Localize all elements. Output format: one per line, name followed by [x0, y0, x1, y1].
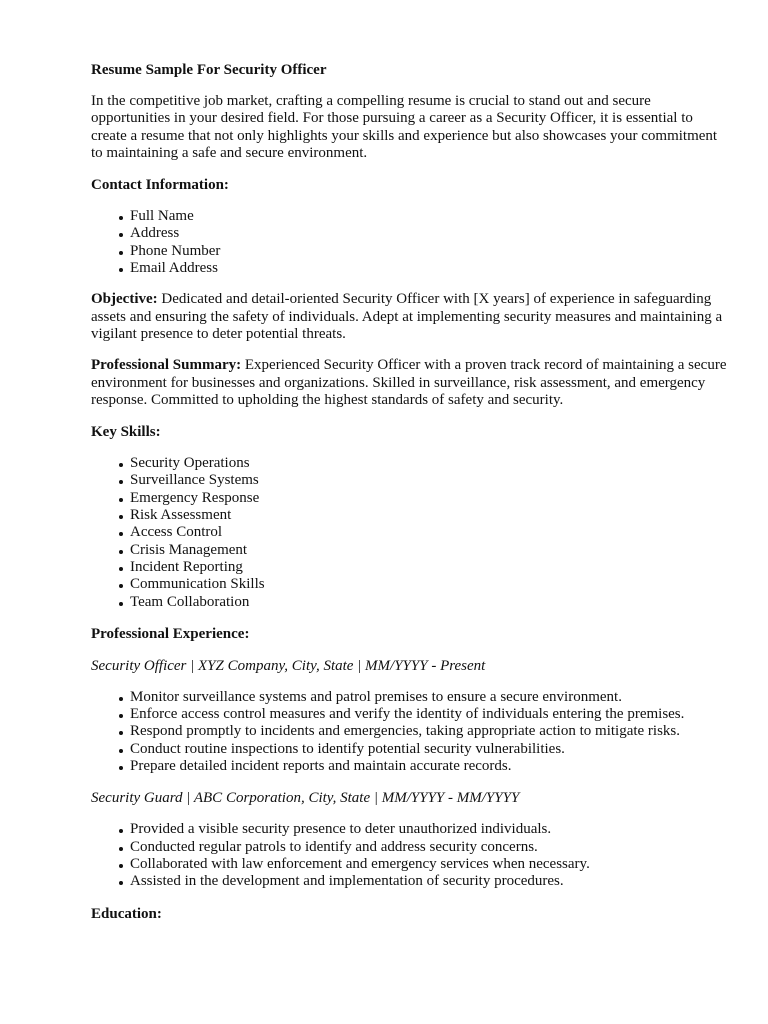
list-item-text: Email Address: [130, 260, 218, 277]
list-item-text: Address: [130, 225, 180, 242]
job-duties-list: [91, 821, 731, 890]
experience-heading: Professional Experience:: [91, 625, 250, 642]
list-item: [119, 758, 731, 775]
list-item-text: Risk Assessment: [130, 507, 232, 524]
bullet-icon: [119, 584, 123, 588]
bullet-icon: [119, 602, 123, 606]
list-item-text: Provided a visible security presence to deter unauthorized individuals.: [130, 821, 552, 838]
list-item: [119, 856, 731, 873]
skills-heading: Key Skills:: [91, 424, 161, 441]
list-item: [119, 594, 731, 611]
bullet-icon: [119, 731, 123, 735]
bullet-icon: [119, 498, 123, 502]
list-item: [119, 507, 731, 524]
list-item-text: Communication Skills: [130, 576, 265, 593]
list-item-text: Surveillance Systems: [130, 472, 259, 489]
bullet-icon: [119, 697, 123, 701]
bullet-icon: [119, 881, 123, 885]
list-item-text: Monitor surveillance systems and patrol premises to ensure a secure environment.: [130, 688, 622, 705]
list-item: [119, 723, 731, 740]
bullet-icon: [119, 251, 123, 255]
job-title: Security Guard | ABC Corporation, City, State | MM/YYYY - MM/YYYY: [91, 790, 520, 807]
intro-paragraph: In the competitive job market, crafting a compelling resume is crucial to stand out and secure opportunities in your desired field. For those pursuing a career as a Security Officer, it is essential to create a resume that not only highlights your skills and experience but also showcases your commitment to maintaining a safe and secure environment.: [91, 93, 718, 161]
list-item: [119, 689, 731, 706]
list-item: [119, 706, 731, 723]
list-item: [119, 873, 731, 890]
document-title: Resume Sample For Security Officer: [91, 62, 327, 78]
list-item: [119, 208, 731, 225]
list-item-text: Incident Reporting: [130, 558, 243, 575]
bullet-icon: [119, 480, 123, 484]
bullet-icon: [119, 847, 123, 851]
bullet-icon: [119, 463, 123, 467]
list-item-text: Respond promptly to incidents and emergencies, taking appropriate action to mitigate risks.: [130, 723, 681, 740]
bullet-icon: [119, 515, 123, 519]
list-item-text: Emergency Response: [130, 489, 260, 506]
list-item-text: Conducted regular patrols to identify and address security concerns.: [130, 838, 538, 855]
summary-paragraph: [91, 357, 731, 409]
list-item: [119, 455, 731, 472]
list-item: [119, 576, 731, 593]
bullet-icon: [119, 268, 123, 272]
list-item-text: Assisted in the development and implementation of security procedures.: [130, 873, 564, 890]
list-item-text: Phone Number: [130, 242, 221, 259]
skills-list: [91, 455, 731, 611]
list-item-text: Conduct routine inspections to identify potential security vulnerabilities.: [130, 740, 565, 757]
bullet-icon: [119, 864, 123, 868]
contact-list: [91, 208, 731, 277]
list-item-text: Team Collaboration: [130, 593, 250, 610]
list-item: [119, 243, 731, 260]
objective-label: Objective:: [91, 291, 158, 308]
list-item-text: Prepare detailed incident reports and maintain accurate records.: [130, 758, 512, 775]
bullet-icon: [119, 216, 123, 220]
list-item: [119, 542, 731, 559]
bullet-icon: [119, 550, 123, 554]
list-item-text: Access Control: [130, 524, 223, 541]
bullet-icon: [119, 714, 123, 718]
education-heading: Education:: [91, 905, 162, 922]
job-duties-list: [91, 689, 731, 775]
list-item: [119, 225, 731, 242]
bullet-icon: [119, 532, 123, 536]
contact-heading: Contact Information:: [91, 177, 229, 194]
summary-label: Professional Summary:: [91, 357, 242, 374]
objective-paragraph: [91, 291, 731, 343]
list-item: [119, 741, 731, 758]
list-item: [119, 490, 731, 507]
list-item-text: Security Operations: [130, 455, 250, 472]
list-item-text: Collaborated with law enforcement and emergency services when necessary.: [130, 855, 590, 872]
list-item: [119, 821, 731, 838]
list-item-text: Crisis Management: [130, 541, 248, 558]
list-item: [119, 472, 731, 489]
job-title: Security Officer | XYZ Company, City, State | MM/YYYY - Present: [91, 657, 486, 674]
list-item-text: Enforce access control measures and verify the identity of individuals entering the premises.: [130, 706, 685, 723]
list-item-text: Full Name: [130, 208, 194, 225]
bullet-icon: [119, 233, 123, 237]
list-item: [119, 260, 731, 277]
list-item: [119, 839, 731, 856]
summary-text: Experienced Security Officer with a proven track record of maintaining a secure environment for businesses and organizations. Skilled in surveillance, risk assessment, and emergency response. Committed to upholding the highest standards of safety and security.: [91, 357, 727, 408]
bullet-icon: [119, 766, 123, 770]
bullet-icon: [119, 567, 123, 571]
objective-text: Dedicated and detail-oriented Security Officer with [X years] of experience in safeguarding assets and ensuring the safety of individuals. Adept at implementing security measures and maintaining a vigilant presence to deter potential threats.: [91, 291, 723, 342]
document-page: [91, 61, 731, 937]
list-item: [119, 559, 731, 576]
list-item: [119, 524, 731, 541]
bullet-icon: [119, 749, 123, 753]
bullet-icon: [119, 829, 123, 833]
